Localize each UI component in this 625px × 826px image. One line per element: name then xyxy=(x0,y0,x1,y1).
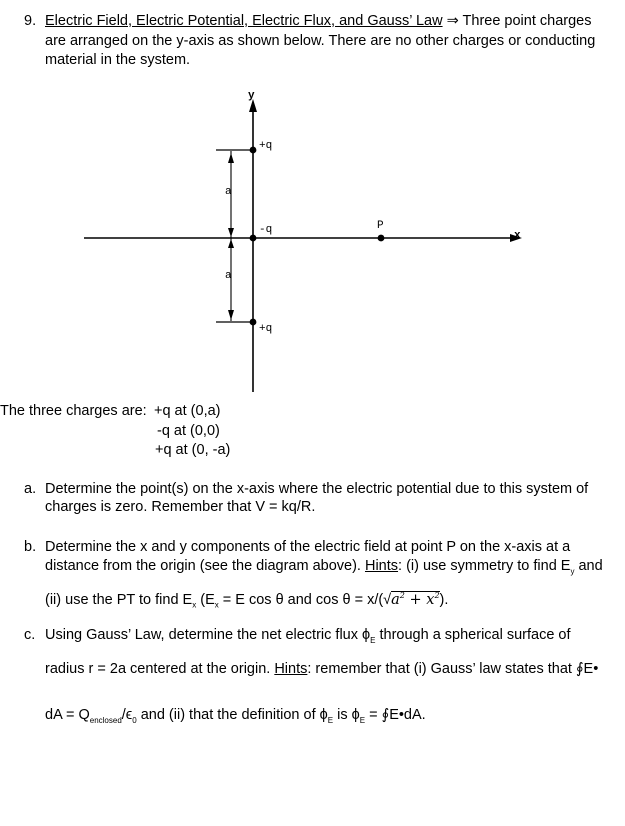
part-b-line-3d: ). xyxy=(439,591,449,608)
bottom-charge-dot xyxy=(250,319,257,326)
a-squared: 2 xyxy=(399,591,405,600)
origin-charge-dot xyxy=(250,235,257,242)
part-c-letter: c. xyxy=(24,627,36,643)
part-b-line-2a: distance from the origin (see the diagram above). xyxy=(45,558,365,574)
charge-diagram xyxy=(0,0,625,400)
charge-2: -q at (0,0) xyxy=(157,423,220,439)
sub-E-3: E xyxy=(359,715,366,725)
sub-y: y xyxy=(570,566,575,576)
intro-line-3: material in the system. xyxy=(45,52,191,68)
origin-charge-label: -q xyxy=(259,224,273,236)
charge-1: +q at (0,a) xyxy=(154,403,221,419)
part-c-line-1b: through a spherical surface of xyxy=(375,627,571,643)
plus-sign: + xyxy=(404,591,427,608)
part-b-line-2 xyxy=(45,557,603,581)
y-axis-label: y xyxy=(248,90,255,102)
part-c-line-1 xyxy=(45,626,571,650)
part-b-line-3a: (ii) use the PT to find E xyxy=(45,591,193,608)
distance-a-lower: a xyxy=(225,270,232,282)
part-c-hints: Hints xyxy=(274,661,308,677)
top-charge-dot xyxy=(250,147,257,154)
charge-3: +q at (0, -a) xyxy=(155,442,231,458)
part-c-line-3a: dA = Q xyxy=(45,707,90,723)
point-p-label: P xyxy=(377,220,384,232)
part-c-line-3b: /ϵ xyxy=(121,707,133,723)
top-charge-label: +q xyxy=(259,140,273,152)
sub-E-1: E xyxy=(370,635,376,645)
x-axis-label: x xyxy=(514,230,521,242)
part-a-line-2: charges is zero. Remember that V = kq/R. xyxy=(45,499,316,515)
part-c-line-3 xyxy=(45,706,426,730)
sqrt-radicand xyxy=(391,591,439,608)
sub-E-2: E xyxy=(327,715,334,725)
part-c-line-3c: and (ii) that the definition of ϕ xyxy=(136,707,328,723)
dim-arrow-top xyxy=(228,153,234,163)
part-c-line-3e: = ∮E•dA. xyxy=(365,707,426,723)
sub-x: x xyxy=(192,600,197,610)
problem-number: 9. xyxy=(24,13,37,29)
sub-x-2: x xyxy=(214,600,219,610)
a-term: a xyxy=(391,591,400,608)
part-c-line-2b: : remember that (i) Gauss’ law states that ∮E• xyxy=(307,661,599,677)
problem-title: Electric Field, Electric Potential, Electric Flux, and Gauss’ Law xyxy=(45,13,443,29)
charges-intro: The three charges are: xyxy=(0,403,147,419)
x-squared: 2 xyxy=(434,591,440,600)
part-b-line-3b: (E xyxy=(196,591,215,608)
part-b-line-3 xyxy=(45,587,448,615)
part-b-line-2c: and xyxy=(574,558,603,574)
sub-zero: 0 xyxy=(132,715,137,725)
part-c-line-2 xyxy=(45,660,598,678)
intro-line-2: are arranged on the y-axis as shown below. There are no other charges or conducting xyxy=(45,33,596,49)
part-c-line-1a: Using Gauss’ Law, determine the net electric flux ϕ xyxy=(45,627,371,643)
part-b-hints: Hints xyxy=(364,558,399,574)
part-c-line-2a: radius r = 2a centered at the origin. xyxy=(45,661,275,677)
part-b-line-3c: = E cos θ and cos θ = x/(√ xyxy=(218,591,392,608)
part-c-line-3d: is ϕ xyxy=(333,707,360,723)
part-b-line-2b: : (i) use symmetry to find E xyxy=(398,558,571,574)
point-p-dot xyxy=(378,235,385,242)
part-a-line-1: Determine the point(s) on the x-axis where the electric potential due to this system of xyxy=(45,481,589,497)
dim-arrow-bottom xyxy=(228,310,234,320)
distance-a-upper: a xyxy=(225,186,232,198)
part-b-letter: b. xyxy=(24,539,37,555)
bottom-charge-label: +q xyxy=(259,323,273,335)
x-term: x xyxy=(426,591,435,608)
part-a-letter: a. xyxy=(24,481,37,497)
dim-arrow-mid-up xyxy=(228,239,234,248)
diagram-svg xyxy=(0,0,625,400)
intro-line-1: Three point charges xyxy=(458,13,592,29)
implies-arrow: ⇒ xyxy=(446,13,459,29)
part-b-line-1: Determine the x and y components of the electric field at point P on the x-axis at a xyxy=(45,539,571,555)
dim-arrow-mid-down xyxy=(228,228,234,237)
sub-enclosed: enclosed xyxy=(89,715,122,725)
